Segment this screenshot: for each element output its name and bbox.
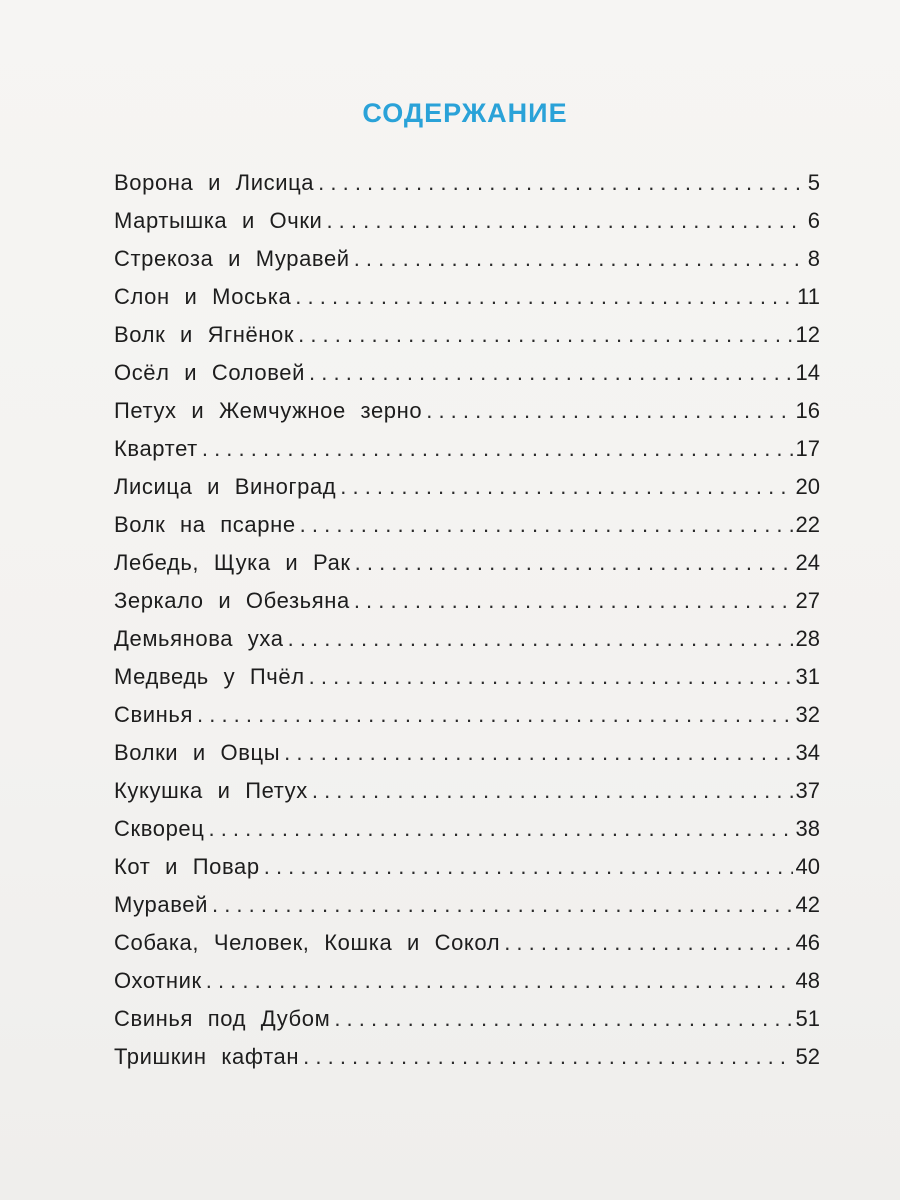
toc-entry-page: 14 bbox=[795, 360, 820, 385]
dot-leader bbox=[504, 930, 792, 956]
toc-entry-title: Осёл и Соловей bbox=[114, 360, 306, 385]
toc-entry-page: 32 bbox=[795, 702, 820, 727]
toc-entry[interactable] bbox=[114, 968, 820, 1006]
toc-entry-title: Собака, Человек, Кошка и Сокол bbox=[114, 930, 501, 955]
toc-entry[interactable] bbox=[114, 854, 820, 892]
dot-leader bbox=[202, 436, 793, 462]
toc-entry[interactable] bbox=[114, 246, 820, 284]
toc-entry-page: 31 bbox=[795, 664, 820, 689]
toc-entry[interactable] bbox=[114, 322, 820, 360]
toc-entry-title: Тришкин кафтан bbox=[114, 1044, 300, 1069]
toc-entry-title: Петух и Жемчужное зерно bbox=[114, 398, 423, 423]
toc-entry-title: Лисица и Виноград bbox=[114, 474, 337, 499]
toc-entry-title: Охотник bbox=[114, 968, 202, 993]
dot-leader bbox=[303, 1044, 792, 1070]
dot-leader bbox=[354, 588, 793, 614]
toc-entry-page: 17 bbox=[795, 436, 820, 461]
toc-entry-page: 22 bbox=[795, 512, 820, 537]
toc-entry[interactable] bbox=[114, 550, 820, 588]
dot-leader bbox=[426, 398, 792, 424]
dot-leader bbox=[312, 778, 793, 804]
toc-entry[interactable] bbox=[114, 474, 820, 512]
toc-entry-page: 16 bbox=[795, 398, 820, 423]
toc-entry-title: Зеркало и Обезьяна bbox=[114, 588, 350, 613]
toc-entry-title: Свинья bbox=[114, 702, 193, 727]
toc-entry-title: Волк на псарне bbox=[114, 512, 296, 537]
toc-entry-page: 34 bbox=[795, 740, 820, 765]
table-of-contents bbox=[114, 170, 820, 1082]
toc-entry[interactable] bbox=[114, 778, 820, 816]
toc-entry[interactable] bbox=[114, 284, 820, 322]
toc-entry-title: Демьянова уха bbox=[114, 626, 284, 651]
toc-entry-title: Медведь у Пчёл bbox=[114, 664, 305, 689]
toc-entry-title: Слон и Моська bbox=[114, 284, 292, 309]
dot-leader bbox=[208, 816, 792, 842]
dot-leader bbox=[309, 664, 793, 690]
toc-entry-title: Стрекоза и Муравей bbox=[114, 246, 350, 271]
dot-leader bbox=[212, 892, 793, 918]
dot-leader bbox=[355, 550, 793, 576]
toc-entry-title: Скворец bbox=[114, 816, 205, 841]
dot-leader bbox=[284, 740, 792, 766]
toc-entry-title: Кот и Повар bbox=[114, 854, 260, 879]
toc-entry-page: 5 bbox=[807, 170, 820, 195]
dot-leader bbox=[206, 968, 793, 994]
toc-entry-page: 37 bbox=[795, 778, 820, 803]
toc-entry-page: 8 bbox=[807, 246, 820, 271]
toc-entry-page: 24 bbox=[795, 550, 820, 575]
toc-entry[interactable] bbox=[114, 436, 820, 474]
toc-entry[interactable] bbox=[114, 1044, 820, 1082]
toc-entry[interactable] bbox=[114, 816, 820, 854]
toc-entry-page: 52 bbox=[795, 1044, 820, 1069]
toc-entry[interactable] bbox=[114, 588, 820, 626]
toc-entry[interactable] bbox=[114, 170, 820, 208]
toc-entry-page: 27 bbox=[795, 588, 820, 613]
toc-entry-title: Квартет bbox=[114, 436, 198, 461]
toc-entry-page: 20 bbox=[795, 474, 820, 499]
dot-leader bbox=[197, 702, 793, 728]
toc-entry-title: Волк и Ягнёнок bbox=[114, 322, 295, 347]
toc-entry[interactable] bbox=[114, 398, 820, 436]
toc-entry[interactable] bbox=[114, 702, 820, 740]
toc-entry[interactable] bbox=[114, 664, 820, 702]
toc-entry[interactable] bbox=[114, 360, 820, 398]
dot-leader bbox=[334, 1006, 792, 1032]
toc-entry[interactable] bbox=[114, 1006, 820, 1044]
toc-entry[interactable] bbox=[114, 626, 820, 664]
toc-entry-title: Свинья под Дубом bbox=[114, 1006, 331, 1031]
toc-entry-page: 38 bbox=[795, 816, 820, 841]
toc-entry-title: Муравей bbox=[114, 892, 208, 917]
toc-entry-page: 6 bbox=[807, 208, 820, 233]
toc-entry-title: Мартышка и Очки bbox=[114, 208, 323, 233]
dot-leader bbox=[264, 854, 793, 880]
toc-entry-page: 46 bbox=[795, 930, 820, 955]
toc-entry-page: 40 bbox=[795, 854, 820, 879]
dot-leader bbox=[288, 626, 793, 652]
toc-entry-page: 42 bbox=[795, 892, 820, 917]
dot-leader bbox=[340, 474, 792, 500]
toc-entry-page: 51 bbox=[795, 1006, 820, 1031]
toc-entry[interactable] bbox=[114, 930, 820, 968]
toc-entry-page: 11 bbox=[797, 284, 820, 309]
dot-leader bbox=[300, 512, 793, 538]
toc-entry-title: Волки и Овцы bbox=[114, 740, 281, 765]
toc-entry-title: Кукушка и Петух bbox=[114, 778, 308, 803]
toc-entry-title: Лебедь, Щука и Рак bbox=[114, 550, 351, 575]
dot-leader bbox=[318, 170, 805, 196]
toc-entry[interactable] bbox=[114, 740, 820, 778]
toc-entry-page: 12 bbox=[795, 322, 820, 347]
toc-entry-title: Ворона и Лисица bbox=[114, 170, 315, 195]
dot-leader bbox=[354, 246, 805, 272]
dot-leader bbox=[326, 208, 804, 234]
dot-leader bbox=[298, 322, 792, 348]
toc-entry[interactable] bbox=[114, 892, 820, 930]
toc-entry-page: 48 bbox=[795, 968, 820, 993]
toc-entry[interactable] bbox=[114, 208, 820, 246]
dot-leader bbox=[295, 284, 794, 310]
toc-entry-page: 28 bbox=[795, 626, 820, 651]
dot-leader bbox=[309, 360, 792, 386]
page-title: СОДЕРЖАНИЕ bbox=[362, 98, 568, 128]
toc-entry[interactable] bbox=[114, 512, 820, 550]
